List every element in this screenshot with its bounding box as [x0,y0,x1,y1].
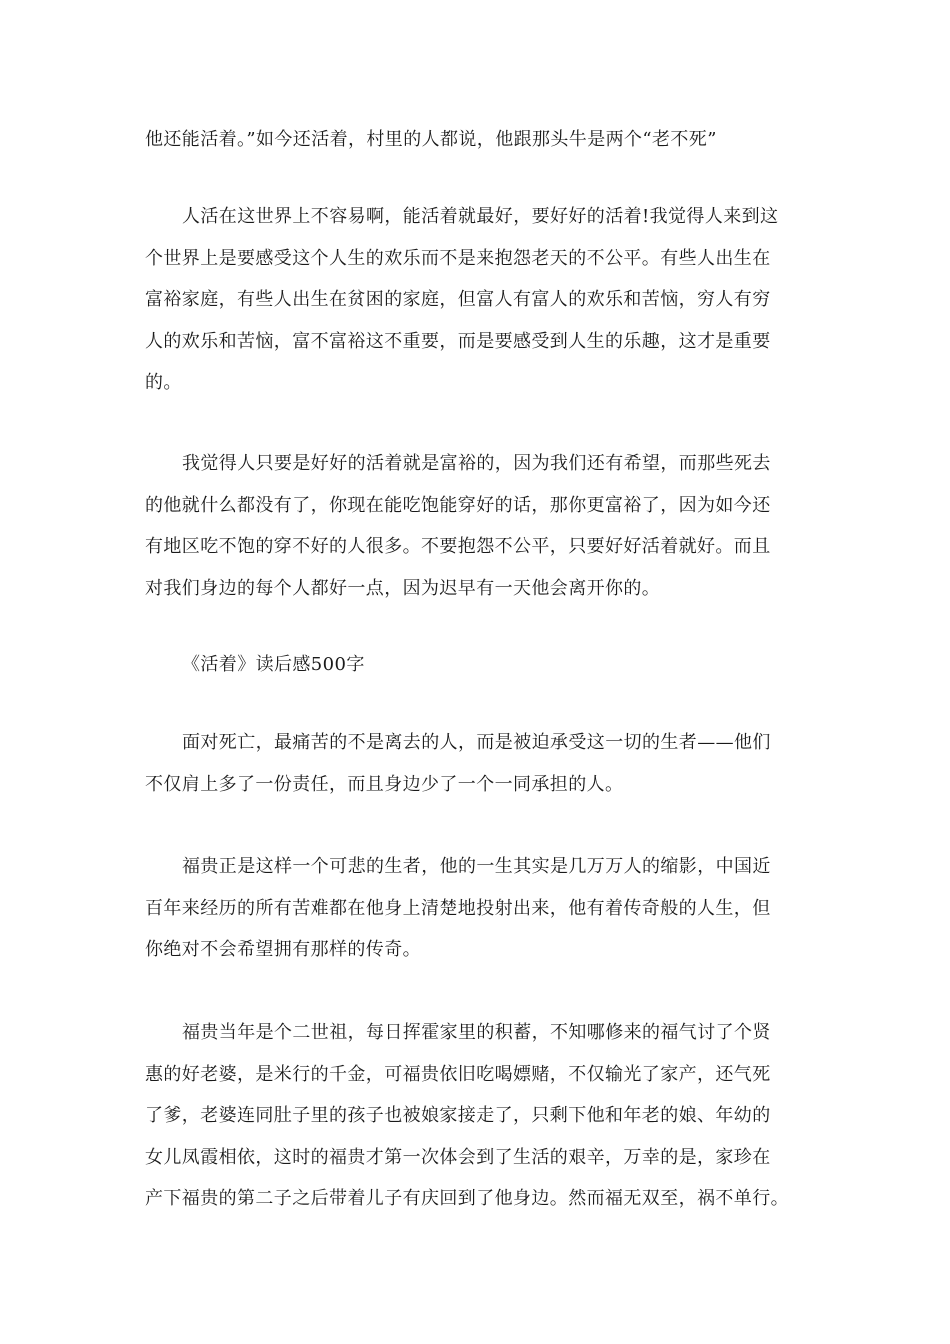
text-line: 人活在这世界上不容易啊，能活着就最好，要好好的活着!我觉得人来到这 [182,206,779,227]
paragraph-continuation [145,119,810,161]
text-line: 不仅肩上多了一份责任，而且身边少了一个一同承担的人。 [145,773,624,795]
section-heading [145,644,810,686]
text-line: 女儿凤霞相依，这时的福贵才第一次体会到了生活的艰辛，万幸的是，家珍在 [145,1146,771,1168]
paragraph-facing-death [145,722,810,805]
paragraph-living-is-hard [145,196,810,404]
paragraph-living-is-wealth [145,443,810,609]
text-line: 我觉得人只要是好好的活着就是富裕的，因为我们还有希望，而那些死去 [182,453,771,474]
text-line: 个世界上是要感受这个人生的欢乐而不是来抱怨老天的不公平。有些人出生在 [145,247,771,269]
paragraph-fugui-story [145,1012,810,1220]
text-line: 的他就什么都没有了，你现在能吃饱能穿好的话，那你更富裕了，因为如今还 [145,494,771,516]
text-line: 福贵正是这样一个可悲的生者，他的一生其实是几万万人的缩影，中国近 [182,856,771,877]
text-line: 惠的好老婆，是米行的千金，可福贵依旧吃喝嫖赌，不仅输光了家产，还气死 [145,1063,771,1085]
text-line: 产下福贵的第二子之后带着儿子有庆回到了他身边。然而福无双至，祸不单行。 [145,1188,789,1209]
text-line: 人的欢乐和苦恼，富不富裕这不重要，而是要感受到人生的乐趣，这才是重要 [145,330,771,352]
text-line: 他还能活着。”如今还活着，村里的人都说，他跟那头牛是两个“老不死” [145,129,717,150]
heading-line: 《活着》读后感500字 [182,654,365,675]
text-line: 你绝对不会希望拥有那样的传奇。 [145,939,421,960]
text-line: 富裕家庭，有些人出生在贫困的家庭，但富人有富人的欢乐和苦恼，穷人有穷 [145,289,771,310]
text-line: 的。 [145,372,182,393]
text-line: 福贵当年是个二世祖，每日挥霍家里的积蓄，不知哪修来的福气讨了个贤 [182,1022,771,1043]
text-line: 有地区吃不饱的穿不好的人很多。不要抱怨不公平，只要好好活着就好。而且 [145,536,771,557]
text-line: 面对死亡，最痛苦的不是离去的人，而是被迫承受这一切的生者——他们 [182,732,771,753]
text-line: 对我们身边的每个人都好一点，因为迟早有一天他会离开你的。 [145,577,661,599]
text-line: 了爹，老婆连同肚子里的孩子也被娘家接走了，只剩下他和年老的娘、年幼的 [145,1105,771,1126]
text-line: 百年来经历的所有苦难都在他身上清楚地投射出来，他有着传奇般的人生，但 [145,897,771,919]
paragraph-fugui-survivor [145,846,810,971]
